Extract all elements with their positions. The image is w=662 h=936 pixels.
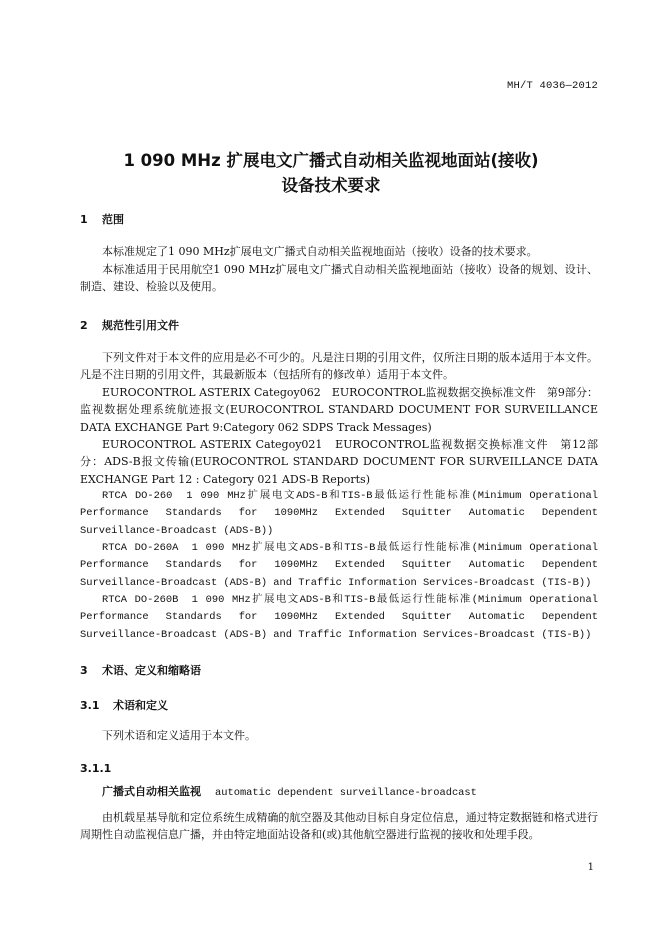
- term-definition: 由机载星基导航和定位系统生成精确的航空器及其他动目标自身定位信息，通过特定数据链和格式进行周期性自动监视信息广播，并由特定地面站设备和(或)其他航空器进行监视的接收和处理手段。: [80, 811, 598, 842]
- references-intro: 下列文件对于本文件的应用是必不可少的。凡是注日期的引用文件，仅所注日期的版本适用于本文件。凡是不注日期的引用文件，其最新版本（包括所有的修改单）适用于本文件。: [80, 351, 598, 382]
- section-number: 2: [80, 319, 88, 332]
- reference-item: RTCA DO-260 1 090 MHz扩展电文ADS-B和TIS-B最低运行性能标准(Minimum Operational Performance Standards for 1090MHz Extended Squitter Automatic Dependent Surveillance-Broadcast (ADS-B)): [80, 490, 598, 537]
- terms-intro: 下列术语和定义适用于本文件。: [102, 729, 256, 742]
- section-2-heading: [80, 317, 179, 333]
- reference-item: RTCA DO-260A 1 090 MHz扩展电文ADS-B和TIS-B最低运行性能标准(Minimum Operational Performance Standards for 1090MHz Extended Squitter Automatic Dependent Surveillance-Broadcast (ADS-B) and Traffic Information Services-Broadcast (TIS-B)): [80, 542, 598, 589]
- section-number: 1: [80, 213, 88, 226]
- section-number: 3.1: [80, 699, 100, 712]
- section-number: 3: [80, 664, 88, 677]
- section-3-1-heading: [80, 697, 168, 713]
- section-1-heading: [80, 211, 124, 227]
- reference-item: EUROCONTROL ASTERIX Categoy021 EUROCONTROL监视数据交换标准文件 第12部分：ADS-B报文传输(EUROCONTROL STANDARD DOCUMENT FOR SURVEILLANCE DATA EXCHANGE Part 12 : Category 021 ADS-B Reports): [80, 438, 598, 486]
- section-3-heading: [80, 662, 201, 678]
- reference-item: EUROCONTROL ASTERIX Categoy062 EUROCONTROL监视数据交换标准文件 第9部分：监视数据处理系统航迹报文(EUROCONTROL STANDARD DOCUMENT FOR SURVEILLANCE DATA EXCHANGE Part 9:Category 062 SDPS Track Messages): [80, 386, 598, 434]
- page-number: 1: [587, 862, 594, 873]
- section-title: 术语、定义和缩略语: [102, 664, 201, 677]
- section-3-1-1-number: 3.1.1: [80, 762, 112, 775]
- reference-item: RTCA DO-260B 1 090 MHz扩展电文ADS-B和TIS-B最低运行性能标准(Minimum Operational Performance Standards for 1090MHz Extended Squitter Automatic Dependent Surveillance-Broadcast (ADS-B) and Traffic Information Services-Broadcast (TIS-B)): [80, 594, 598, 641]
- section-title: 范围: [102, 213, 124, 226]
- scope-paragraph-1: 本标准规定了1 090 MHz扩展电文广播式自动相关监视地面站（接收）设备的技术要求。: [102, 245, 538, 258]
- section-title: 术语和定义: [113, 699, 168, 712]
- document-title-line-2: 设备技术要求: [281, 176, 381, 195]
- standard-number: MH/T 4036—2012: [506, 80, 598, 92]
- document-title-line-1: 1 090 MHz 扩展电文广播式自动相关监视地面站(接收): [123, 151, 539, 170]
- term-english: automatic dependent surveillance-broadcast: [215, 787, 477, 799]
- term-entry: [102, 783, 477, 799]
- term-chinese: 广播式自动相关监视: [102, 785, 201, 798]
- section-title: 规范性引用文件: [102, 319, 179, 332]
- scope-paragraph-2: 本标准适用于民用航空1 090 MHz扩展电文广播式自动相关监视地面站（接收）设备的规划、设计、制造、建设、检验以及使用。: [80, 263, 598, 294]
